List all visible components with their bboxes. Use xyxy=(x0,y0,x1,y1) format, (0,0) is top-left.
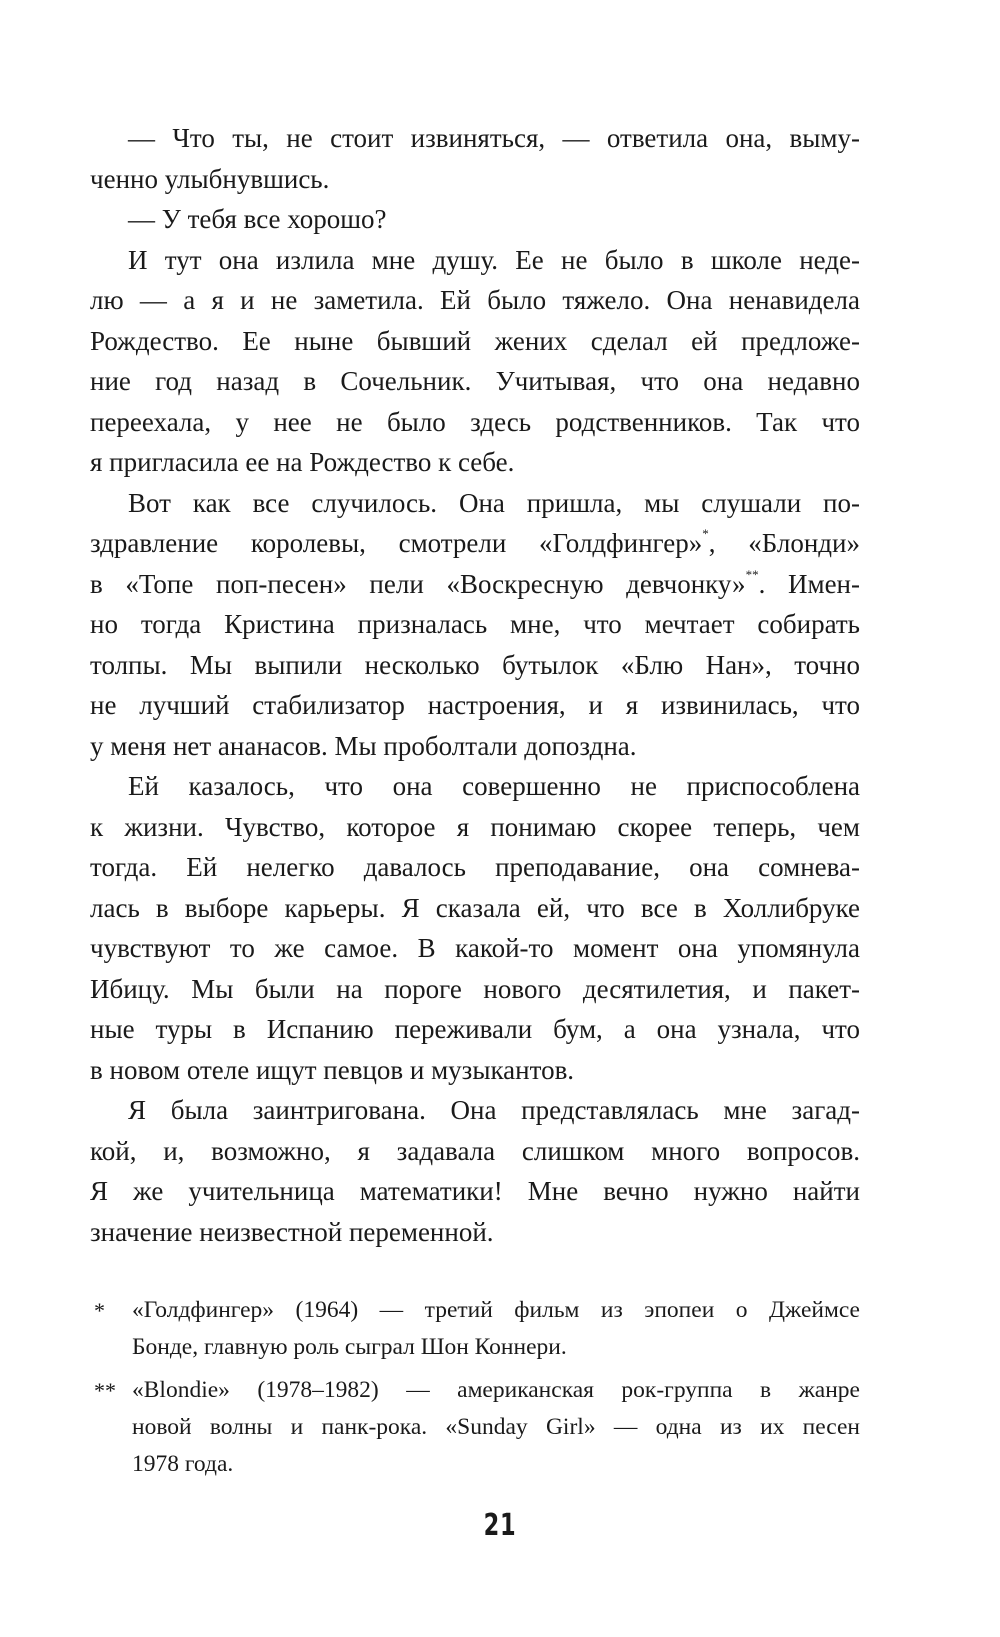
text-line: ные туры в Испанию переживали бум, а она узнала, что xyxy=(90,1014,860,1044)
text-line: — Что ты, не стоит извиняться, — ответила она, выму- xyxy=(128,123,860,153)
text-line: Я была заинтригована. Она представлялась мне загад- xyxy=(128,1095,860,1125)
footnote-line: новой волны и панк-рока. «Sunday Girl» — одна из их песен xyxy=(132,1414,860,1440)
footnote-mark: ** xyxy=(94,1378,116,1403)
footnote-line: «Blondie» (1978–1982) — американская рок-группа в жанре xyxy=(132,1377,860,1403)
text-line xyxy=(90,523,860,564)
footnote xyxy=(90,1292,860,1366)
text-line: Ей казалось, что она совершенно не приспособлена xyxy=(128,771,860,801)
footnote xyxy=(90,1372,860,1483)
text-line: у меня нет ананасов. Мы проболтали допоздна. xyxy=(90,730,637,761)
text-line: Вот как все случилось. Она пришла, мы слушали по- xyxy=(128,487,860,518)
text-fragment: . Имен- xyxy=(758,568,860,599)
text-line: ченно улыбнувшись. xyxy=(90,163,330,194)
text-line: чувствуют то же самое. В какой-то момент она упомянула xyxy=(90,933,860,963)
text-line: Я же учительница математики! Мне вечно нужно найти xyxy=(90,1176,860,1206)
text-line: лю — а я и не заметила. Ей было тяжело. Она ненавидела xyxy=(90,285,860,315)
footnote-mark: * xyxy=(94,1298,105,1323)
footnote-ref: * xyxy=(702,526,709,541)
text-line: к жизни. Чувство, которое я понимаю скорее теперь, чем xyxy=(90,811,860,842)
text-line: Рождество. Ее ныне бывший жених сделал ей предложе- xyxy=(90,325,860,356)
footnote-ref: ** xyxy=(745,566,759,582)
footnote-line: Бонде, главную роль сыграл Шон Коннери. xyxy=(132,1334,567,1360)
text-line: в новом отеле ищут певцов и музыкантов. xyxy=(90,1054,575,1085)
text-line: но тогда Кристина призналась мне, что мечтает собирать xyxy=(90,609,860,639)
text-line: кой, и, возможно, я задавала слишком много вопросов. xyxy=(90,1135,860,1166)
footnote-line: 1978 года. xyxy=(132,1451,234,1477)
text-fragment: здравление королевы, смотрели «Голдфингер» xyxy=(90,528,703,558)
text-line: значение неизвестной переменной. xyxy=(90,1216,494,1247)
text-line: не лучший стабилизатор настроения, и я извинилась, что xyxy=(90,690,860,720)
main-text xyxy=(90,118,860,1252)
text-fragment: , «Блонди» xyxy=(708,528,860,558)
text-line xyxy=(90,564,860,605)
text-line: Ибицу. Мы были на пороге нового десятилетия, и пакет- xyxy=(90,973,860,1004)
text-fragment: в «Топе поп-песен» пели «Воскресную девчонку» xyxy=(90,568,746,599)
text-line: лась в выборе карьеры. Я сказала ей, что все в Холлибруке xyxy=(90,892,860,923)
text-line: я пригласила ее на Рождество к себе. xyxy=(90,447,515,477)
text-line: переехала, у нее не было здесь родственников. Так что xyxy=(90,406,860,437)
text-line: ние год назад в Сочельник. Учитывая, что она недавно xyxy=(90,366,860,396)
footnote-line: «Голдфингер» (1964) — третий фильм из эпопеи о Джеймсе xyxy=(132,1297,860,1323)
text-line: — У тебя все хорошо? xyxy=(128,204,387,234)
page-number: 21 xyxy=(483,1508,517,1543)
text-line: толпы. Мы выпили несколько бутылок «Блю Нан», точно xyxy=(90,649,860,680)
text-line: И тут она излила мне душу. Ее не было в школе неде- xyxy=(128,244,860,275)
text-line: тогда. Ей нелегко давалось преподавание, она сомнева- xyxy=(90,852,860,882)
footnotes xyxy=(90,1292,860,1489)
